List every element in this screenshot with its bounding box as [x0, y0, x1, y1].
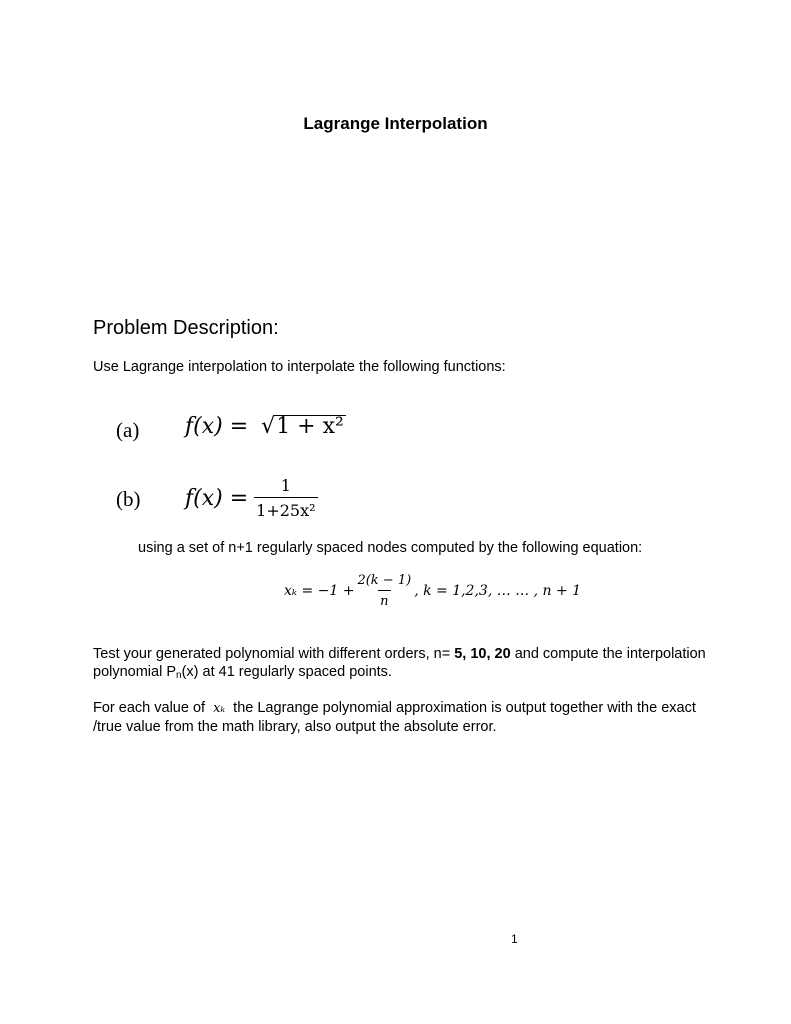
section-heading: Problem Description: [93, 317, 279, 339]
node-equation-lhs: xₖ = −1 + [284, 583, 355, 599]
node-equation-numerator: 2(k − 1) [357, 573, 412, 588]
equation-a-radicand: 1 + x² [276, 414, 344, 439]
equation-b-denominator: 1+25x² [254, 497, 317, 520]
equation-a [185, 414, 346, 439]
output-instructions-paragraph [93, 699, 713, 736]
xk-symbol: xₖ [213, 701, 226, 716]
node-equation-fraction [355, 573, 413, 609]
para2-text-a: For each value of [93, 700, 210, 716]
node-equation [284, 573, 581, 609]
page-number: 1 [511, 932, 518, 946]
node-equation-rhs: , k = 1,2,3, … … , n + 1 [414, 583, 582, 599]
node-equation-denominator: n [378, 590, 390, 609]
para1-text-c: (x) at 41 regularly spaced points. [181, 664, 392, 680]
para1-text-a: Test your generated polynomial with different orders, n= [93, 646, 455, 662]
document-title: Lagrange Interpolation [303, 114, 488, 133]
test-instructions-paragraph [93, 645, 713, 685]
equation-b [185, 476, 318, 520]
equation-a-label: (a) [116, 418, 140, 442]
para1-text-b: and compute the interpolation polynomial P [93, 646, 706, 680]
radical-sign: √ [261, 414, 276, 439]
equation-b-numerator: 1 [280, 476, 291, 495]
equation-b-label: (b) [116, 487, 141, 511]
polynomial-orders: 5, 10, 20 [454, 646, 511, 662]
equation-b-fraction [254, 476, 317, 520]
para1-subscript: n [176, 670, 182, 681]
nodes-description: using a set of n+1 regularly spaced nodes computed by the following equation: [138, 540, 643, 556]
intro-text: Use Lagrange interpolation to interpolate the following functions: [93, 359, 506, 375]
equation-a-lhs: f(x) = [185, 414, 249, 439]
para2-text-b: the Lagrange polynomial approximation is output together with the exact /true value from the math library, also output the absolute error. [93, 700, 696, 735]
equation-b-lhs: f(x) = [185, 485, 249, 511]
